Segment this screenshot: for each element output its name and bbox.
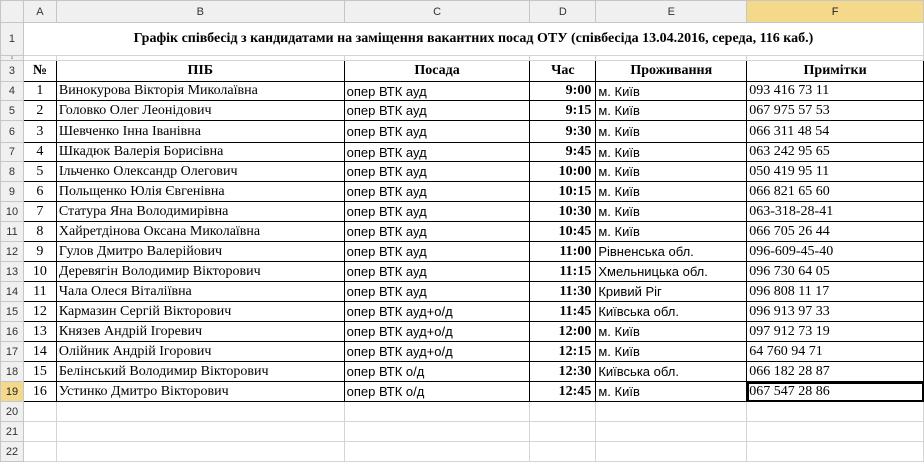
header-position[interactable]: Посада [344,61,530,82]
row-header[interactable]: 16 [1,322,24,342]
cell[interactable] [344,402,530,422]
empty-rows [1,402,924,462]
cell-number[interactable]: 5 [23,162,56,182]
cell-position[interactable]: опер ВТК ауд [344,282,530,302]
column-header-e[interactable]: E [596,1,747,23]
cell-name[interactable]: Шкадюк Валерія Борисівна [56,143,344,162]
sheet-row [1,442,924,462]
table-row [1,242,924,262]
select-all-corner[interactable] [1,1,24,23]
table-header-row [1,61,924,82]
cell-number[interactable]: 4 [23,143,56,162]
cell-note[interactable]: 096 913 97 33 [747,302,924,322]
cell-position[interactable]: опер ВТК о/д [344,362,530,382]
row-header[interactable]: 4 [1,82,24,101]
table-row [1,101,924,121]
cell-residence[interactable]: м. Київ [596,143,747,162]
cell-time[interactable]: 11:00 [530,242,596,262]
cell[interactable] [344,422,530,442]
cell-number[interactable]: 13 [23,322,56,342]
row-header[interactable]: 21 [1,422,24,442]
column-header-c[interactable]: C [344,1,530,23]
cell-time[interactable]: 11:45 [530,302,596,322]
cell-number[interactable]: 11 [23,282,56,302]
table-row [1,262,924,282]
cell-residence[interactable]: Кривий Ріг [596,282,747,302]
cell-name[interactable]: Ільченко Олександр Олегович [56,162,344,182]
cell-name[interactable]: Деревягін Володимир Вікторович [56,262,344,282]
cell[interactable] [56,422,344,442]
cell-time[interactable]: 9:00 [530,82,596,101]
row-header[interactable]: 2 [1,56,24,61]
row-header[interactable]: 14 [1,282,24,302]
cell-name[interactable]: Статура Яна Володимирівна [56,202,344,222]
cell-residence[interactable]: м. Київ [596,121,747,143]
cell-position[interactable]: опер ВТК ауд [344,101,530,121]
cell-residence[interactable]: м. Київ [596,382,747,402]
cell-time[interactable]: 12:15 [530,342,596,362]
cell-name[interactable]: Головко Олег Леонідович [56,101,344,121]
sheet-row [1,422,924,442]
cell-note[interactable]: 063-318-28-41 [747,202,924,222]
cell-note[interactable]: 093 416 73 11 [747,82,924,101]
row-header[interactable]: 19 [1,382,24,402]
cell-residence[interactable]: Рівненська обл. [596,242,747,262]
table-row [1,302,924,322]
cell-note[interactable]: 066 821 65 60 [747,182,924,202]
sheet-row [1,402,924,422]
cell-note[interactable]: 066 311 48 54 [747,121,924,143]
header-notes[interactable]: Примітки [747,61,924,82]
cell-time[interactable]: 11:15 [530,262,596,282]
cell-name[interactable]: Князев Андрій Ігоревич [56,322,344,342]
cell-note[interactable]: 096 730 64 05 [747,262,924,282]
cell-time[interactable]: 9:15 [530,101,596,121]
table-row [1,143,924,162]
cell-name[interactable]: Устинко Дмитро Вікторович [56,382,344,402]
cell-number[interactable]: 12 [23,302,56,322]
cell-time[interactable]: 10:15 [530,182,596,202]
cell[interactable] [23,422,56,442]
row-header[interactable]: 9 [1,182,24,202]
cell-name[interactable]: Кармазин Сергій Вікторович [56,302,344,322]
cell-position[interactable]: опер ВТК ауд+о/д [344,342,530,362]
cell-residence[interactable]: м. Київ [596,182,747,202]
cell[interactable] [596,402,747,422]
cell-position[interactable]: опер ВТК о/д [344,382,530,402]
row-header[interactable]: 7 [1,143,24,162]
cell-time[interactable]: 12:30 [530,362,596,382]
cell-position[interactable]: опер ВТК ауд+о/д [344,302,530,322]
row-header[interactable]: 20 [1,402,24,422]
table-row [1,282,924,302]
cell-residence[interactable]: м. Київ [596,82,747,101]
cell-name[interactable]: Белінський Володимир Вікторович [56,362,344,382]
cell[interactable] [747,442,924,462]
data-rows [1,82,924,402]
table-row [1,342,924,362]
header-number[interactable]: № [23,61,56,82]
row-header[interactable]: 3 [1,61,24,82]
row-header[interactable]: 18 [1,362,24,382]
cell-number[interactable]: 7 [23,202,56,222]
table-row [1,82,924,101]
cell-note[interactable]: 063 242 95 65 [747,143,924,162]
cell-note[interactable]: 64 760 94 71 [747,342,924,362]
cell-time[interactable]: 10:00 [530,162,596,182]
cell-time[interactable]: 11:30 [530,282,596,302]
cell-name[interactable]: Чала Олеся Віталіївна [56,282,344,302]
cell-name[interactable]: Хайретдінова Оксана Миколаївна [56,222,344,242]
cell-position[interactable]: опер ВТК ауд [344,143,530,162]
cell-note[interactable]: 066 182 28 87 [747,362,924,382]
cell[interactable] [530,442,596,462]
row-header[interactable]: 17 [1,342,24,362]
row-header[interactable]: 5 [1,101,24,121]
cell-residence[interactable]: Київська обл. [596,362,747,382]
cell-position[interactable]: опер ВТК ауд+о/д [344,322,530,342]
row-header[interactable]: 8 [1,162,24,182]
cell-position[interactable]: опер ВТК ауд [344,262,530,282]
table-row [1,121,924,143]
table-row [1,202,924,222]
column-header-row [1,1,924,23]
cell-note[interactable]: 066 705 26 44 [747,222,924,242]
table-row [1,222,924,242]
cell[interactable] [596,422,747,442]
table-row [1,382,924,402]
cell-number[interactable]: 3 [23,121,56,143]
row-header[interactable]: 1 [1,23,24,56]
column-header-b[interactable]: B [56,1,344,23]
cell-residence[interactable]: Київська обл. [596,302,747,322]
row-header[interactable]: 12 [1,242,24,262]
sheet-title[interactable]: Графік співбесід з кандидатами на заміщення вакантних посад ОТУ (співбесіда 13.04.2016, середа, 116 каб.) [23,23,923,56]
cell-position[interactable]: опер ВТК ауд [344,162,530,182]
cell-note[interactable]: 096-609-45-40 [747,242,924,262]
cell-time[interactable]: 10:45 [530,222,596,242]
cell[interactable] [56,442,344,462]
column-header-a[interactable]: A [23,1,56,23]
cell-note[interactable]: 097 912 73 19 [747,322,924,342]
cell-residence[interactable]: м. Київ [596,222,747,242]
cell[interactable] [747,402,924,422]
cell-number[interactable]: 9 [23,242,56,262]
cell-position[interactable]: опер ВТК ауд [344,121,530,143]
cell-number[interactable]: 8 [23,222,56,242]
cell-name[interactable]: Шевченко Інна Іванівна [56,121,344,143]
cell-name[interactable]: Гулов Дмитро Валерійович [56,242,344,262]
cell-position[interactable]: опер ВТК ауд [344,82,530,101]
cell-number[interactable]: 2 [23,101,56,121]
cell-note[interactable]: 096 808 11 17 [747,282,924,302]
cell-residence[interactable]: м. Київ [596,322,747,342]
table-row [1,162,924,182]
row-header[interactable]: 22 [1,442,24,462]
cell-residence[interactable]: м. Київ [596,202,747,222]
cell[interactable] [23,442,56,462]
cell-residence[interactable]: м. Київ [596,162,747,182]
cell[interactable] [344,442,530,462]
cell-number[interactable]: 16 [23,382,56,402]
cell-time[interactable]: 9:30 [530,121,596,143]
cell-number[interactable]: 10 [23,262,56,282]
cell-position[interactable]: опер ВТК ауд [344,242,530,262]
cell-time[interactable]: 12:00 [530,322,596,342]
row-header[interactable]: 15 [1,302,24,322]
cell-name[interactable]: Винокурова Вікторія Миколаївна [56,82,344,101]
cell-time[interactable]: 9:45 [530,143,596,162]
table-row [1,182,924,202]
cell[interactable] [530,422,596,442]
cell-number[interactable]: 14 [23,342,56,362]
cell[interactable] [23,402,56,422]
cell[interactable] [56,402,344,422]
cell-residence[interactable]: м. Київ [596,342,747,362]
table-row [1,322,924,342]
cell[interactable] [530,402,596,422]
header-time[interactable]: Час [530,61,596,82]
cell-residence[interactable]: м. Київ [596,101,747,121]
table-row [1,362,924,382]
row-header[interactable]: 10 [1,202,24,222]
row-header[interactable]: 11 [1,222,24,242]
header-residence[interactable]: Проживання [596,61,747,82]
cell-name[interactable]: Олійник Андрій Ігорович [56,342,344,362]
row-header[interactable]: 13 [1,262,24,282]
column-header-d[interactable]: D [530,1,596,23]
cell-number[interactable]: 15 [23,362,56,382]
cell-name[interactable]: Польщенко Юлія Євгенівна [56,182,344,202]
cell-time[interactable]: 12:45 [530,382,596,402]
cell-time[interactable]: 10:30 [530,202,596,222]
cell-residence[interactable]: Хмельницька обл. [596,262,747,282]
header-name[interactable]: ПІБ [56,61,344,82]
cell[interactable] [596,442,747,462]
cell-number[interactable]: 1 [23,82,56,101]
cell-position[interactable]: опер ВТК ауд [344,182,530,202]
cell-number[interactable]: 6 [23,182,56,202]
row-header[interactable]: 6 [1,121,24,143]
column-header-f[interactable]: F [747,1,924,23]
cell-note[interactable]: 050 419 95 11 [747,162,924,182]
cell-position[interactable]: опер ВТК ауд [344,202,530,222]
cell-note[interactable]: 067 547 28 86 [747,382,924,402]
sheet-row [1,23,924,56]
cell-note[interactable]: 067 975 57 53 [747,101,924,121]
cell[interactable] [747,422,924,442]
cell-position[interactable]: опер ВТК ауд [344,222,530,242]
